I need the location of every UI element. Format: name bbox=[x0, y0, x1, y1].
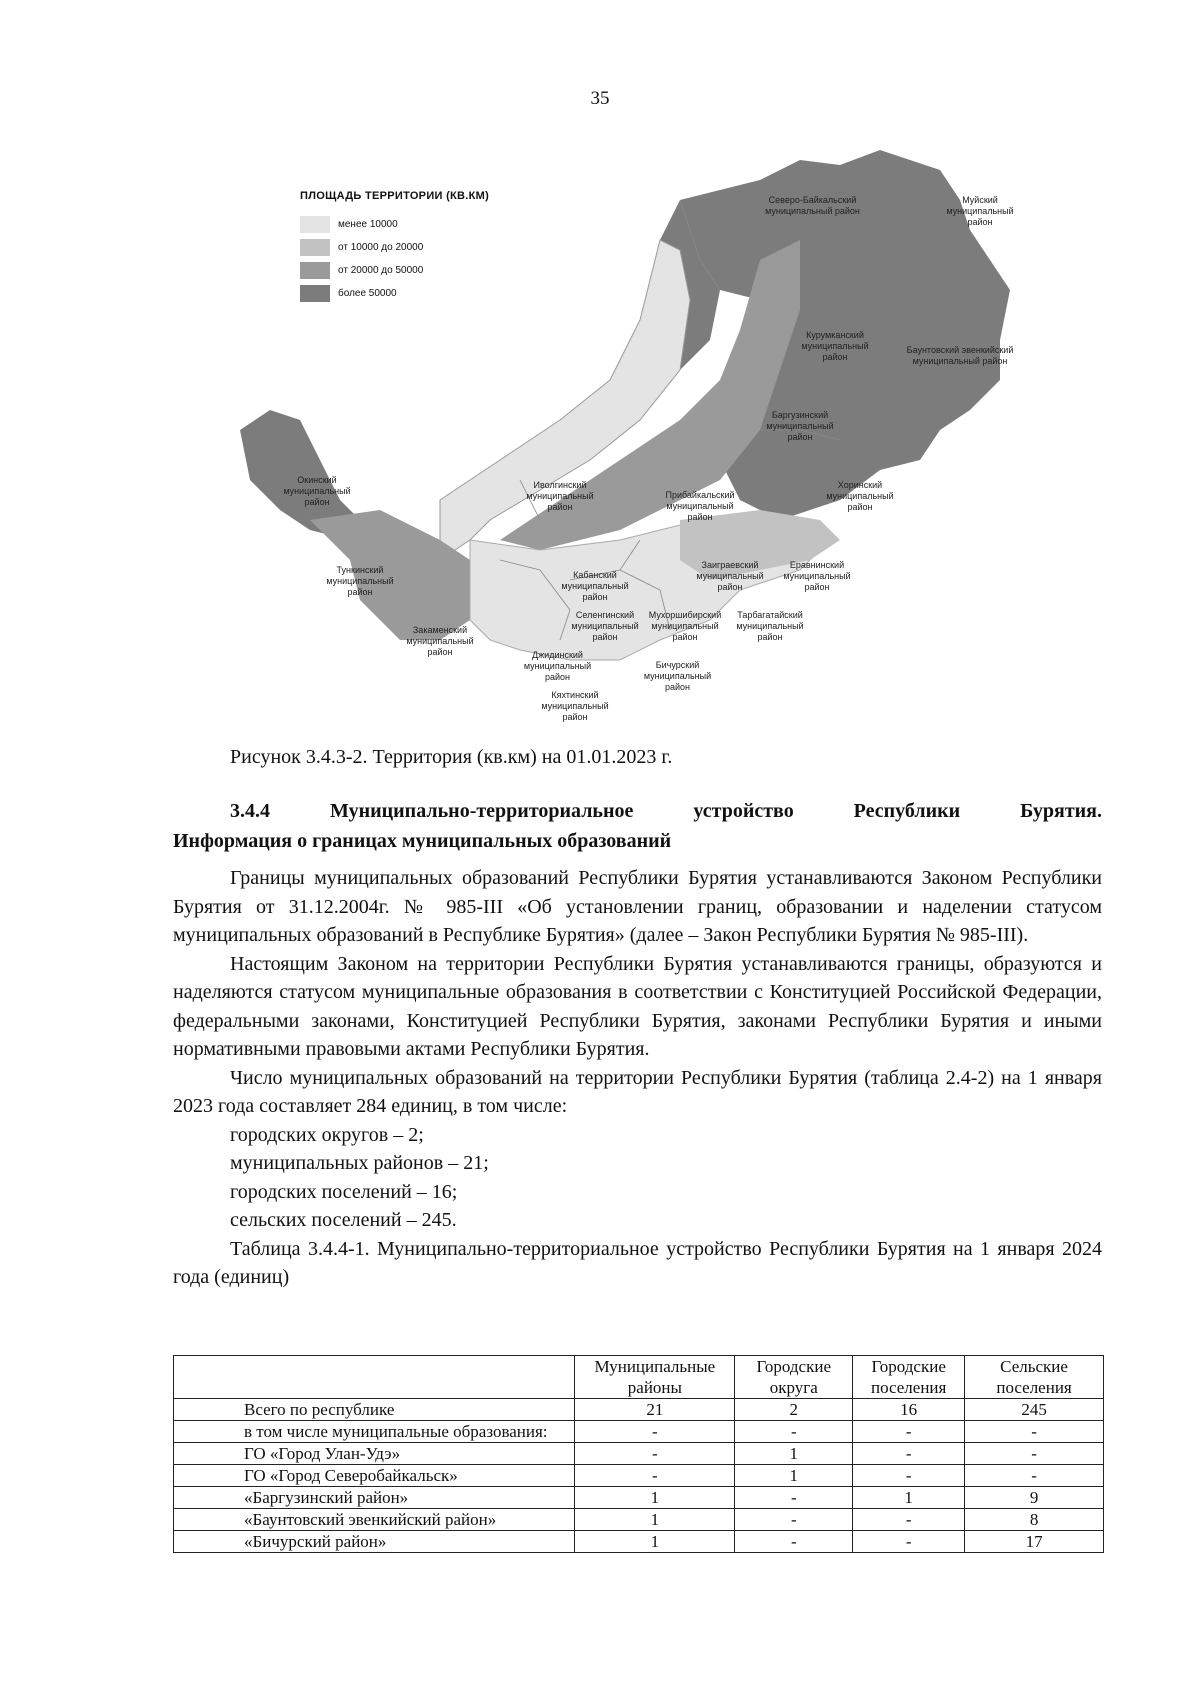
table-cell: - bbox=[965, 1443, 1104, 1465]
body-text bbox=[173, 864, 1102, 1292]
table-row bbox=[174, 1465, 1104, 1487]
map-label: Мухоршибирский муниципальный район bbox=[648, 610, 722, 642]
legend-item bbox=[300, 260, 489, 280]
table-cell: - bbox=[853, 1509, 965, 1531]
map-label: Иволгинский муниципальный район bbox=[526, 480, 594, 512]
table-cell: 245 bbox=[965, 1399, 1104, 1421]
legend-label: менее 10000 bbox=[338, 218, 398, 230]
map-label: Прибайкальский муниципальный район bbox=[665, 490, 735, 522]
table-cell: - bbox=[853, 1443, 965, 1465]
table-header: Городские округа bbox=[735, 1356, 853, 1399]
table-cell: Всего по республике bbox=[174, 1399, 575, 1421]
table-cell: 1 bbox=[853, 1487, 965, 1509]
paragraph: Настоящим Законом на территории Республики Бурятия устанавливаются границы, образуются и наделяются статусом муниципальные образования в соответствии с Конституцией Российской Федерации, федеральными законами, Конституцией Республики Бурятия, законами Республики Бурятия и иными нормативными правовыми актами Республики Бурятия. bbox=[173, 952, 1102, 1060]
table-cell: - bbox=[575, 1465, 735, 1487]
section-heading bbox=[173, 796, 1102, 856]
map-label: Закаменский муниципальный район bbox=[406, 625, 474, 657]
legend-swatch bbox=[300, 239, 330, 256]
table-cell: «Баргузинский район» bbox=[174, 1487, 575, 1509]
table-cell: - bbox=[853, 1421, 965, 1443]
table-cell: 2 bbox=[735, 1399, 853, 1421]
table-cell: 1 bbox=[575, 1531, 735, 1553]
table-cell: 21 bbox=[575, 1399, 735, 1421]
table-cell: «Бичурский район» bbox=[174, 1531, 575, 1553]
legend-label: более 50000 bbox=[338, 287, 397, 299]
legend-swatch bbox=[300, 262, 330, 279]
table-cell: - bbox=[965, 1465, 1104, 1487]
paragraph: Число муниципальных образований на территории Республики Бурятия (таблица 2.4-2) на 1 января 2023 года составляет 284 единиц, в том числе: bbox=[173, 1066, 1102, 1117]
table-cell: 1 bbox=[575, 1509, 735, 1531]
table-cell: ГО «Город Улан-Удэ» bbox=[174, 1443, 575, 1465]
table-cell: 8 bbox=[965, 1509, 1104, 1531]
municipal-table bbox=[173, 1355, 1104, 1553]
table-header bbox=[174, 1356, 575, 1399]
figure-caption: Рисунок 3.4.3-2. Территория (кв.км) на 01.01.2023 г. bbox=[230, 746, 673, 768]
table-cell: - bbox=[965, 1421, 1104, 1443]
map-label: Тарбагатайский муниципальный район bbox=[736, 610, 804, 642]
table-cell: ГО «Город Северобайкальск» bbox=[174, 1465, 575, 1487]
map-label: Кабанский муниципальный район bbox=[561, 570, 629, 602]
table-header: Сельские поселения bbox=[965, 1356, 1104, 1399]
map-label: Заиграевский муниципальный район bbox=[696, 560, 764, 592]
map-label: Тункинский муниципальный район bbox=[326, 565, 394, 597]
table-header: Городские поселения bbox=[853, 1356, 965, 1399]
table-row bbox=[174, 1531, 1104, 1553]
list-item: городских округов – 2; bbox=[230, 1123, 424, 1146]
table-row bbox=[174, 1487, 1104, 1509]
list-item: сельских поселений – 245. bbox=[230, 1209, 457, 1231]
table-row bbox=[174, 1509, 1104, 1531]
legend-swatch bbox=[300, 285, 330, 302]
table-cell: - bbox=[735, 1487, 853, 1509]
table-cell: - bbox=[735, 1531, 853, 1553]
map-label: Окинский муниципальный район bbox=[283, 475, 351, 507]
map-label: Кяхтинский муниципальный район bbox=[541, 690, 609, 722]
list-item: муниципальных районов – 21; bbox=[230, 1152, 489, 1174]
legend-item bbox=[300, 214, 489, 234]
legend-item bbox=[300, 237, 489, 257]
table-cell-text: в том числе муниципальные образования: bbox=[244, 1422, 548, 1441]
map-label: Еравнинский муниципальный район bbox=[783, 560, 851, 592]
map-label: Селенгинский муниципальный район bbox=[571, 610, 639, 642]
paragraph: Границы муниципальных образований Республики Бурятия устанавливаются Законом Республики Бурятия от 31.12.2004г. № 985-III «Об установлении границ, образовании и наделении статусом муниципальных образований в Республике Бурятия» (далее – Закон Республики Бурятия № 985-III). bbox=[173, 867, 1102, 946]
legend-title: ПЛОЩАДЬ ТЕРРИТОРИИ (КВ.КМ) bbox=[300, 190, 490, 202]
table-cell: - bbox=[735, 1509, 853, 1531]
section-heading-line2: Информация о границах муниципальных образований bbox=[173, 830, 672, 852]
map-label: Бичурский муниципальный район bbox=[643, 660, 712, 692]
table-cell: 1 bbox=[735, 1465, 853, 1487]
map-label: Курумканский муниципальный район bbox=[801, 330, 869, 362]
table-cell: - bbox=[735, 1421, 853, 1443]
map-label: Северо-Байкальский муниципальный район bbox=[765, 195, 860, 216]
map-label: Баунтовский эвенкийский муниципальный район bbox=[906, 345, 1014, 366]
legend-item bbox=[300, 283, 489, 303]
map-label: Джидинский муниципальный район bbox=[523, 650, 592, 682]
map-label: Баргузинский муниципальный район bbox=[766, 410, 834, 442]
table-cell: - bbox=[853, 1465, 965, 1487]
table-cell: - bbox=[575, 1421, 735, 1443]
page-number: 35 bbox=[590, 88, 610, 109]
table-row bbox=[174, 1399, 1104, 1421]
section-heading-line1: 3.4.4 Муниципально-территориальное устройство Республики Бурятия. bbox=[230, 800, 1102, 822]
table-caption: Таблица 3.4.4-1. Муниципально-территориальное устройство Республики Бурятия на 1 января 2024 года (единиц) bbox=[173, 1237, 1102, 1288]
table-header: Муниципальные районы bbox=[575, 1356, 735, 1399]
table-row bbox=[174, 1443, 1104, 1465]
table-cell: - bbox=[853, 1531, 965, 1553]
table-cell: «Баунтовский эвенкийский район» bbox=[174, 1509, 575, 1531]
table-cell: 16 bbox=[853, 1399, 965, 1421]
legend-swatch bbox=[300, 216, 330, 233]
map-label: Муйский муниципальный район bbox=[946, 195, 1014, 227]
table-cell: - bbox=[575, 1443, 735, 1465]
table-cell bbox=[174, 1421, 575, 1443]
table-cell: 1 bbox=[735, 1443, 853, 1465]
table-header-row bbox=[174, 1356, 1104, 1399]
table-cell: 9 bbox=[965, 1487, 1104, 1509]
table-cell: 17 bbox=[965, 1531, 1104, 1553]
table-row bbox=[174, 1421, 1104, 1443]
legend-label: от 20000 до 50000 bbox=[338, 264, 424, 276]
map-legend bbox=[300, 190, 489, 306]
legend-label: от 10000 до 20000 bbox=[338, 241, 424, 253]
table-cell: 1 bbox=[575, 1487, 735, 1509]
map-label: Хоринский муниципальный район bbox=[826, 480, 894, 512]
list-item: городских поселений – 16; bbox=[230, 1180, 458, 1203]
